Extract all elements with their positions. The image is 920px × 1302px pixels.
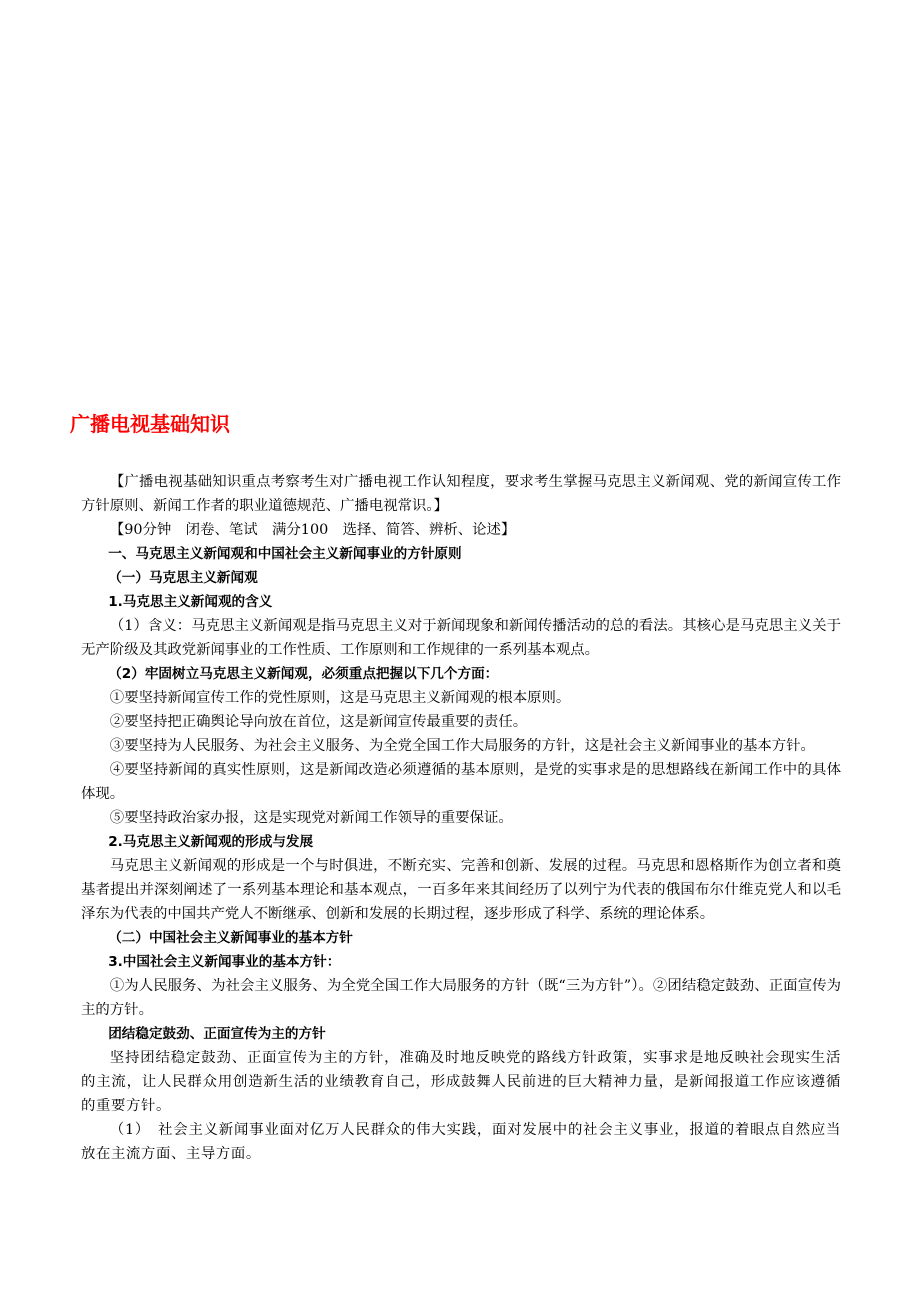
item3-paragraph: ①为人民服务、为社会主义服务、为全党全国工作大局服务的方针（既“三为方针”）。②团结稳定鼓劲、正面宣传为主的方针。 bbox=[81, 978, 841, 1018]
item-heading-1: 1.马克思主义新闻观的含义 bbox=[108, 594, 273, 610]
item-heading-2: 2.马克思主义新闻观的形成与发展 bbox=[108, 834, 314, 850]
item-heading-3: 3.中国社会主义新闻事业的基本方针： bbox=[108, 954, 341, 970]
document-title: 广播电视基础知识 bbox=[70, 412, 230, 436]
section-heading-1: 一、马克思主义新闻观和中国社会主义新闻事业的方针原则 bbox=[108, 546, 462, 562]
subsection-heading-1: （一）马克思主义新闻观 bbox=[108, 570, 258, 586]
item-heading-4: 团结稳定鼓劲、正面宣传为主的方针 bbox=[108, 1026, 326, 1042]
item1-paragraph: （1）含义：马克思主义新闻观是指马克思主义对于新闻现象和新闻传播活动的总的看法。其核心是马克思主义关于无产阶级及其政党新闻事业的工作性质、工作原则和工作规律的一系列基本观点。 bbox=[81, 618, 841, 658]
subsection-heading-2: （二）中国社会主义新闻事业的基本方针 bbox=[108, 930, 353, 946]
point-4: ④要坚持新闻的真实性原则，这是新闻改造必须遵循的基本原则，是党的实事求是的思想路线在新闻工作中的具体体现。 bbox=[81, 762, 841, 802]
exam-info: 【90分钟 闭卷、笔试 满分100 选择、简答、辨析、论述】 bbox=[109, 522, 516, 538]
point-2: ②要坚持把正确舆论导向放在首位，这是新闻宣传最重要的责任。 bbox=[109, 714, 528, 730]
item4-paragraph-1: 坚持团结稳定鼓劲、正面宣传为主的方针，准确及时地反映党的路线方针政策，实事求是地反映社会现实生活的主流，让人民群众用创造新生活的业绩教育自己，形成鼓舞人民前进的巨大精神力量，是新闻报道工作应该遵循的重要方针。 bbox=[81, 1050, 841, 1114]
point-1: ①要坚持新闻宣传工作的党性原则，这是马克思主义新闻观的根本原则。 bbox=[109, 690, 571, 706]
item1-points-heading: （2）牢固树立马克思主义新闻观，必须重点把握以下几个方面： bbox=[108, 666, 499, 682]
intro-paragraph: 【广播电视基础知识重点考察考生对广播电视工作认知程度，要求考生掌握马克思主义新闻观、党的新闻宣传工作方针原则、新闻工作者的职业道德规范、广播电视常识。】 bbox=[81, 474, 841, 514]
item4-paragraph-2: （1） 社会主义新闻事业面对亿万人民群众的伟大实践，面对发展中的社会主义事业，报道的着眼点自然应当放在主流方面、主导方面。 bbox=[81, 1122, 841, 1162]
document-body bbox=[81, 470, 841, 1166]
point-3: ③要坚持为人民服务、为社会主义服务、为全党全国工作大局服务的方针，这是社会主义新闻事业的基本方针。 bbox=[109, 738, 815, 754]
item2-paragraph: 马克思主义新闻观的形成是一个与时俱进，不断充实、完善和创新、发展的过程。马克思和恩格斯作为创立者和奠基者提出并深刻阐述了一系列基本理论和基本观点，一百多年来其间经历了以列宁为代表的俄国布尔什维克党人和以毛泽东为代表的中国共产党人不断继承、创新和发展的长期过程，逐步形成了科学、系统的理论体系。 bbox=[81, 858, 841, 922]
point-5: ⑤要坚持政治家办报，这是实现党对新闻工作领导的重要保证。 bbox=[109, 810, 513, 826]
